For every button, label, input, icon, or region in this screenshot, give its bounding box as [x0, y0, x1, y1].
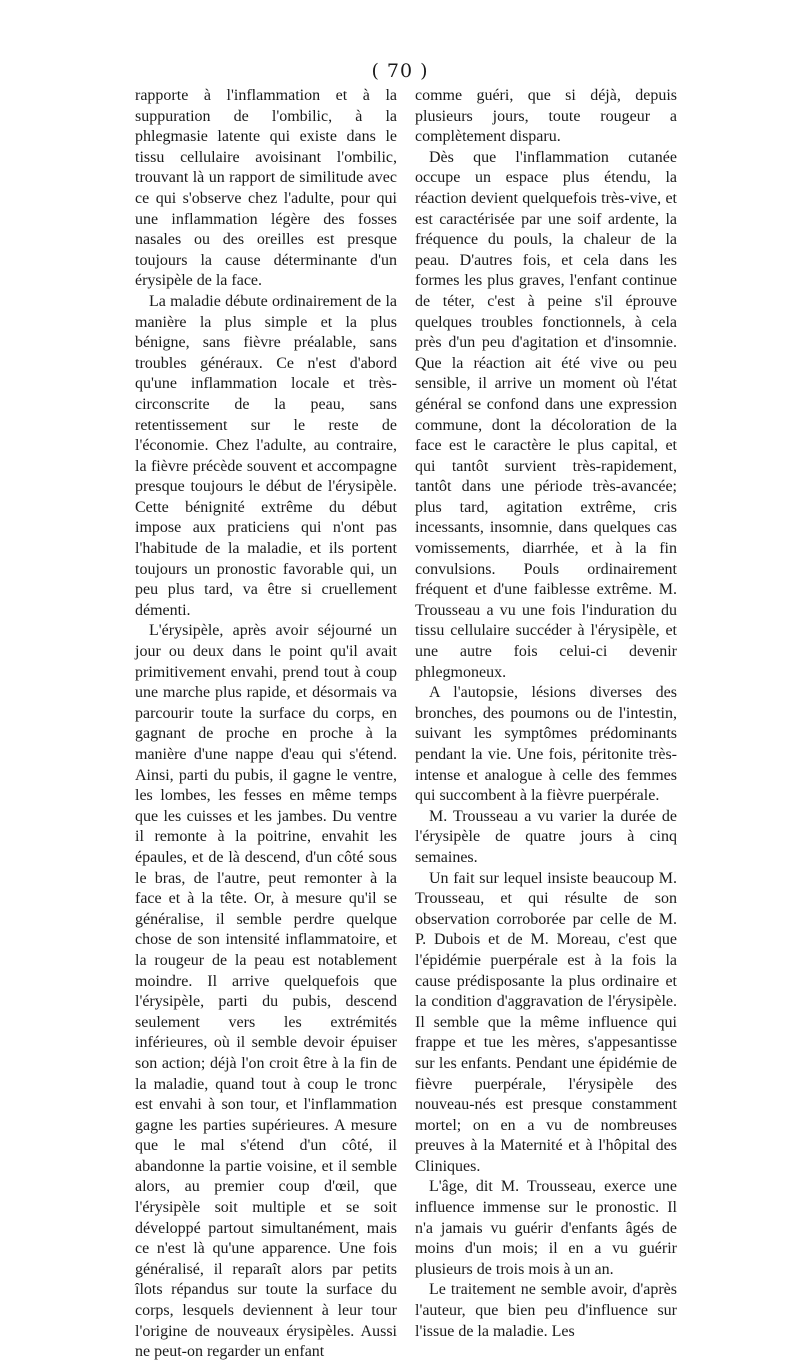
page-number: ( 70 )	[371, 60, 429, 82]
paragraph: M. Trousseau a vu varier la durée de l'érysipèle de quatre jours à cinq semaines.	[415, 807, 677, 866]
paragraph: rapporte à l'inflammation et à la suppuration de l'ombilic, à la phlegmasie latente qui existe dans le tissu cellulaire avoisinant l'ombilic, trouvant là un rapport de similitude avec ce qui s'observe chez l'adulte, pour qui une inflammation légère des fosses nasales ou des oreilles est presque toujours la cause déterminante d'un érysipèle de la face.	[135, 87, 397, 290]
right-column	[415, 86, 677, 1342]
left-column	[135, 86, 397, 1363]
paragraph: Un fait sur lequel insiste beaucoup M. Trousseau, et qui résulte de son observation corroborée par celle de M. P. Dubois et de M. Moreau, c'est que l'épidémie puerpérale est à la fois la cause prédisposante la plus ordinaire et la condition d'aggravation de l'érysipèle. Il semble que la même influence qui frappe et tue les mères, s'appesantisse sur les enfants. Pendant une épidémie de fièvre puerpérale, l'érysipèle des nouveau-nés est presque constamment mortel; on en a vu de nombreuses preuves à la Maternité et à l'hôpital des Cliniques.	[415, 869, 677, 1175]
paragraph: A l'autopsie, lésions diverses des bronches, des poumons ou de l'intestin, suivant les symptômes prédominants pendant la vie. Une fois, péritonite très-intense et analogue à celle des femmes qui succombent à la fièvre puerpérale.	[415, 684, 677, 805]
paragraph: Dès que l'inflammation cutanée occupe un espace plus étendu, la réaction devient quelquefois très-vive, et est caractérisée par une soif ardente, la fréquence du pouls, la chaleur de la peau. D'autres fois, et cela dans les formes les plus graves, l'enfant continue de téter, c'est à peine s'il éprouve quelques troubles fonctionnels, à cela près d'un peu d'agitation et d'insomnie. Que la réaction ait été vive ou peu sensible, il arrive un moment où l'état général se confond dans une expression commune, dont la décoloration de la face est le caractère le plus capital, et qui tantôt survient très-rapidement, tantôt dans une période très-avancée; plus tard, agitation extrême, cris incessants, insomnie, dans quelques cas vomissements, diarrhée, et à la fin convulsions. Pouls ordinairement fréquent et d'une faiblesse extrême. M. Trousseau a vu une fois l'induration du tissu cellulaire succéder à l'érysipèle, et une autre fois celui-ci devenir phlegmoneux.	[415, 148, 677, 681]
paragraph: Le traitement ne semble avoir, d'après l'auteur, que bien peu d'influence sur l'issue de la maladie. Les	[415, 1281, 677, 1340]
paragraph: comme guéri, que si déjà, depuis plusieurs jours, toute rougeur a complètement disparu.	[415, 87, 677, 146]
paragraph: L'âge, dit M. Trousseau, exerce une influence immense sur le pronostic. Il n'a jamais vu guérir d'enfants âgés de moins d'un mois; il en a vu guérir plusieurs de trois mois à un an.	[415, 1178, 677, 1278]
paragraph: L'érysipèle, après avoir séjourné un jour ou deux dans le point qu'il avait primitivement envahi, prend tout à coup une marche plus rapide, et désormais va parcourir toute la surface du corps, en gagnant de proche en proche à la manière d'une nappe d'eau qui s'étend. Ainsi, parti du pubis, il gagne le ventre, les lombes, les fesses en même temps que les cuisses et les jambes. Du ventre il remonte à la poitrine, envahit les épaules, et de là descend, d'un côté sous le bras, de l'autre, peut remonter à la face et à la tête. Or, à mesure qu'il se généralise, il semble perdre quelque chose de son intensité inflammatoire, et la rougeur de la peau est notablement moindre. Il arrive quelquefois que l'érysipèle, parti du pubis, descend seulement vers les extrémités inférieures, où il semble devoir épuiser son action; déjà l'on croit être à la fin de la maladie, quand tout à coup le tronc est envahi à son tour, et l'inflammation gagne les parties supérieures. A mesure que le mal s'étend d'un côté, il abandonne la partie voisine, et il semble alors, au premier coup d'œil, que l'érysipèle soit multiple et se soit développé partout simultanément, mais ce n'est là qu'une apparence. Une fois généralisé, il reparaît alors par petits îlots répandus sur toute la surface du corps, lesquels deviennent à leur tour l'origine de nouveaux érysipèles. Aussi ne peut-on regarder un enfant	[135, 622, 397, 1361]
paragraph: La maladie débute ordinairement de la manière la plus simple et la plus bénigne, sans fièvre préalable, sans troubles généraux. Ce n'est d'abord qu'une inflammation locale et très-circonscrite de la peau, sans retentissement sur le reste de l'économie. Chez l'adulte, au contraire, la fièvre précède souvent et accompagne presque toujours le début de l'érysipèle. Cette bénignité extrême du début impose aux praticiens qui n'ont pas l'habitude de la maladie, et ils portent toujours un pronostic favorable qui, un peu plus tard, va être si cruellement démenti.	[135, 292, 397, 619]
